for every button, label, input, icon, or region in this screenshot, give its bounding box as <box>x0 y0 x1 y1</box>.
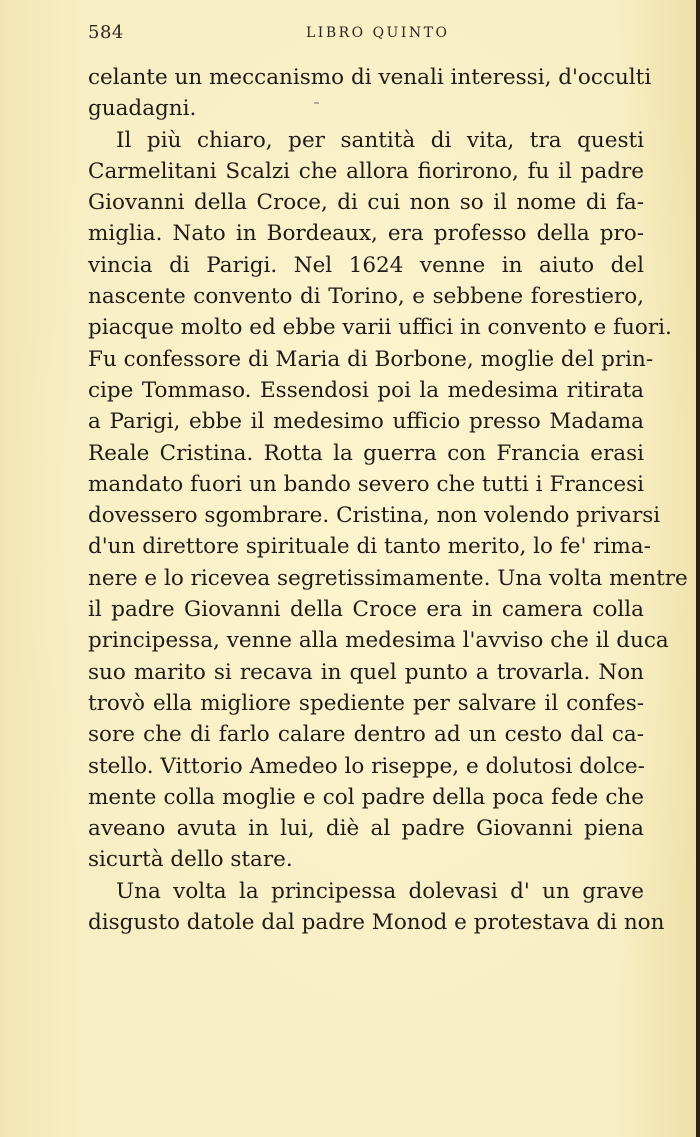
text-line: Il più chiaro, per santità di vita, tra questi <box>116 127 644 153</box>
text-line: a Parigi, ebbe il medesimo ufficio presso Madama <box>88 409 644 435</box>
text-line: mente colla moglie e col padre della poca fede che <box>88 784 644 810</box>
text-line: Fu confessore di Maria di Borbone, moglie del prin- <box>88 346 654 372</box>
text-line: il padre Giovanni della Croce era in camera colla <box>88 597 644 623</box>
text-line: suo marito si recava in quel punto a trovarla. Non <box>88 659 644 685</box>
text-line: sicurtà dello stare. <box>88 847 293 873</box>
text-line: principessa, venne alla medesima l'avviso che il duca <box>88 628 669 654</box>
text-line: cipe Tommaso. Essendosi poi la medesima ritirata <box>88 377 644 403</box>
text-line: nere e lo ricevea segretissimamente. Una volta mentre <box>88 565 688 591</box>
text-line: piacque molto ed ebbe varii uffici in convento e fuori. <box>88 315 672 341</box>
text-line: trovò ella migliore spediente per salvare il confes- <box>88 690 644 716</box>
page-header <box>88 22 644 46</box>
text-line: d'un direttore spirituale di tanto merito, lo fe' rima- <box>88 534 651 560</box>
text-line: celante un meccanismo di venali interessi, d'occulti <box>88 65 652 90</box>
text-line: vincia di Parigi. Nel 1624 venne in aiuto del <box>88 252 644 278</box>
text-line: miglia. Nato in Bordeaux, era professo della pro- <box>88 221 644 247</box>
page-edge-shadow <box>696 0 700 1137</box>
page-number: 584 <box>88 22 124 43</box>
text-line: dovessero sgombrare. Cristina, non volendo privarsi <box>88 503 661 529</box>
body-text <box>88 62 688 938</box>
text-line: stello. Vittorio Amedeo lo riseppe, e dolutosi dolce- <box>88 753 645 779</box>
text-line: sore che di farlo calare dentro ad un cesto dal ca- <box>88 722 644 748</box>
text-line: Giovanni della Croce, di cui non so il nome di fa- <box>88 190 644 216</box>
text-line: Una volta la principessa dolevasi d' un grave <box>116 878 644 904</box>
text-line: Carmelitani Scalzi che allora fiorirono, fu il padre <box>88 158 644 184</box>
text-line: aveano avuta in lui, diè al padre Giovanni piena <box>88 816 644 842</box>
text-line: Reale Cristina. Rotta la guerra con Francia erasi <box>88 440 644 466</box>
text-line: disgusto datole dal padre Monod e protestava di non <box>88 910 665 936</box>
text-line: nascente convento di Torino, e sebbene forestiero, <box>88 284 644 310</box>
running-head: LIBRO QUINTO <box>306 25 450 41</box>
text-line: guadagni. <box>88 96 197 122</box>
text-line: mandato fuori un bando severo che tutti i Francesi <box>88 471 644 497</box>
